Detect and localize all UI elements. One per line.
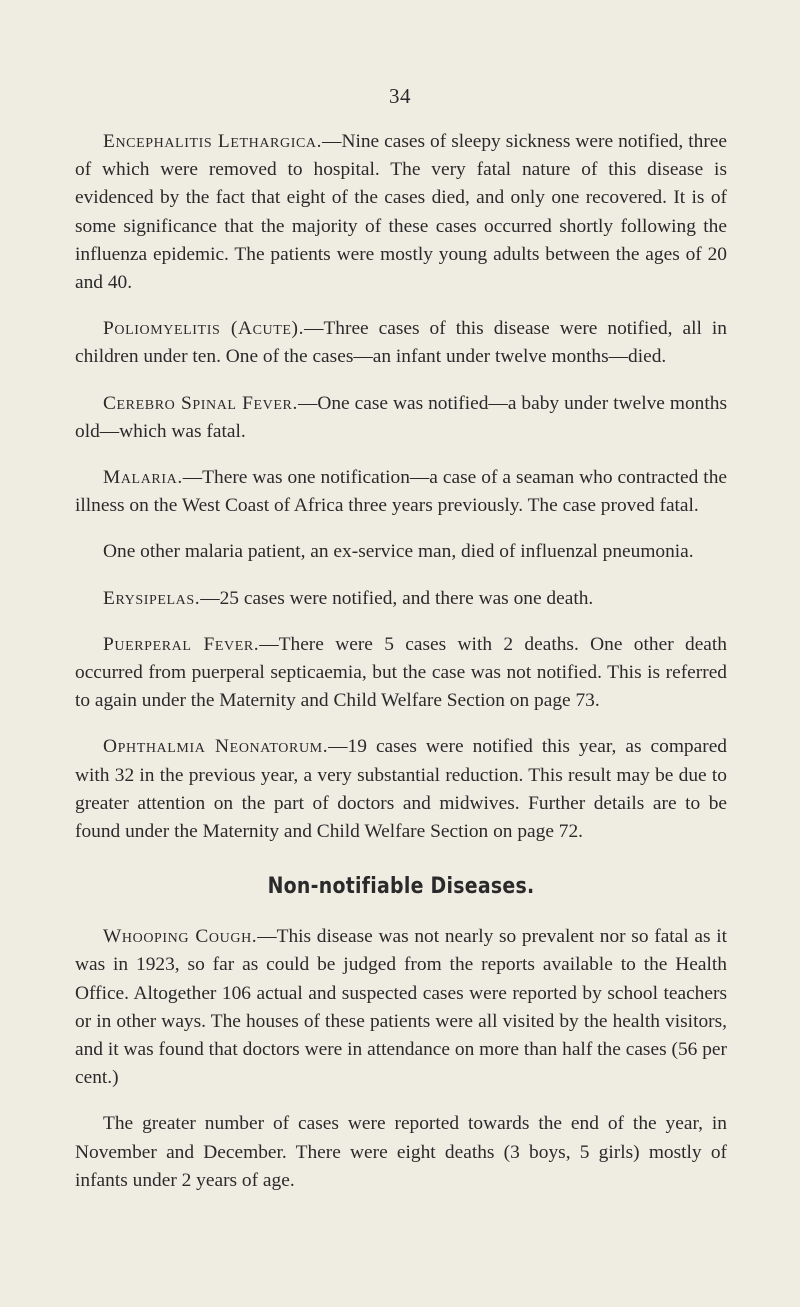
paragraph-whooping-cough-deaths (75, 1110, 727, 1195)
paragraph-text: —One case was notified—a baby under twelve months old—which was fatal. (75, 392, 727, 442)
paragraph-puerperal-fever (75, 631, 727, 716)
section-heading: Non-notifiable Diseases. (267, 874, 535, 900)
paragraph-lead: Puerperal Fever. (103, 633, 260, 655)
paragraph-text: The greater number of cases were reported towards the end of the year, in November and December. There were eight deaths (3 boys, 5 girls) mostly of infants under 2 years of age. (75, 1113, 727, 1191)
paragraph-encephalitis-lethargica (75, 128, 727, 297)
paragraph-lead: Malaria. (103, 467, 183, 489)
paragraph-text: —There was one notification—a case of a seaman who contracted the illness on the West Coast of Africa three years previously. The case proved fatal. (75, 467, 727, 517)
paragraph-text: —Three cases of this disease were notified, all in children under ten. One of the cases—an infant under twelve months—died. (75, 318, 727, 368)
paragraph-text: One other malaria patient, an ex-service man, died of influenzal pneumonia. (103, 541, 694, 563)
paragraph-lead: Erysipelas. (103, 587, 201, 609)
paragraph-whooping-cough (75, 923, 727, 1092)
paragraph-text: —25 cases were notified, and there was one death. (200, 587, 594, 609)
paragraph-poliomyelitis (75, 315, 727, 371)
paragraph-cerebro-spinal-fever (75, 390, 727, 446)
paragraph-ophthalmia-neonatorum (75, 733, 727, 846)
paragraph-text: —This disease was not nearly so prevalent nor so fatal as it was in 1923, so far as could be judged from the reports available to the Health Office. Altogether 106 actual and suspected cases were reported by school teachers or in other ways. The houses of these patients were all visited by the health visitors, and it was found that doctors were in attendance on more than half the cases (56 per cent.) (75, 926, 728, 1089)
page-number: 34 (389, 84, 411, 108)
paragraph-text: —There were 5 cases with 2 deaths. One other death occurred from puerperal septicaemia, but the case was not notified. This is referred to again under the Maternity and Child Welfare Section on page 73. (75, 633, 727, 712)
paragraph-text: —19 cases were notified this year, as compared with 32 in the previous year, a very substantial reduction. This result may be due to greater attention on the part of doctors and midwives. Further details are to be found under the Maternity and Child Welfare Section on page 72. (75, 736, 727, 843)
paragraph-lead: Cerebro Spinal Fever. (103, 392, 298, 414)
paragraph-lead: Poliomyelitis (Acute). (103, 318, 305, 340)
paragraph-erysipelas (75, 585, 727, 613)
paragraph-lead: Encephalitis Lethargica. (103, 131, 323, 152)
paragraph-malaria-other (75, 538, 727, 566)
document-body (75, 128, 727, 1213)
paragraph-malaria (75, 464, 727, 520)
paragraph-text: —Nine cases of sleepy sickness were notified, three of which were removed to hospital. The very fatal nature of this disease is evidenced by the fact that eight of the cases died, and only one recovered. It is of some significance that the majority of these cases occurred shortly following the influenza epidemic. The patients were mostly young adults between the ages of 20 and 40. (75, 131, 727, 294)
paragraph-lead: Whooping Cough. (103, 926, 258, 948)
paragraph-lead: Ophthalmia Neonatorum. (103, 736, 329, 758)
